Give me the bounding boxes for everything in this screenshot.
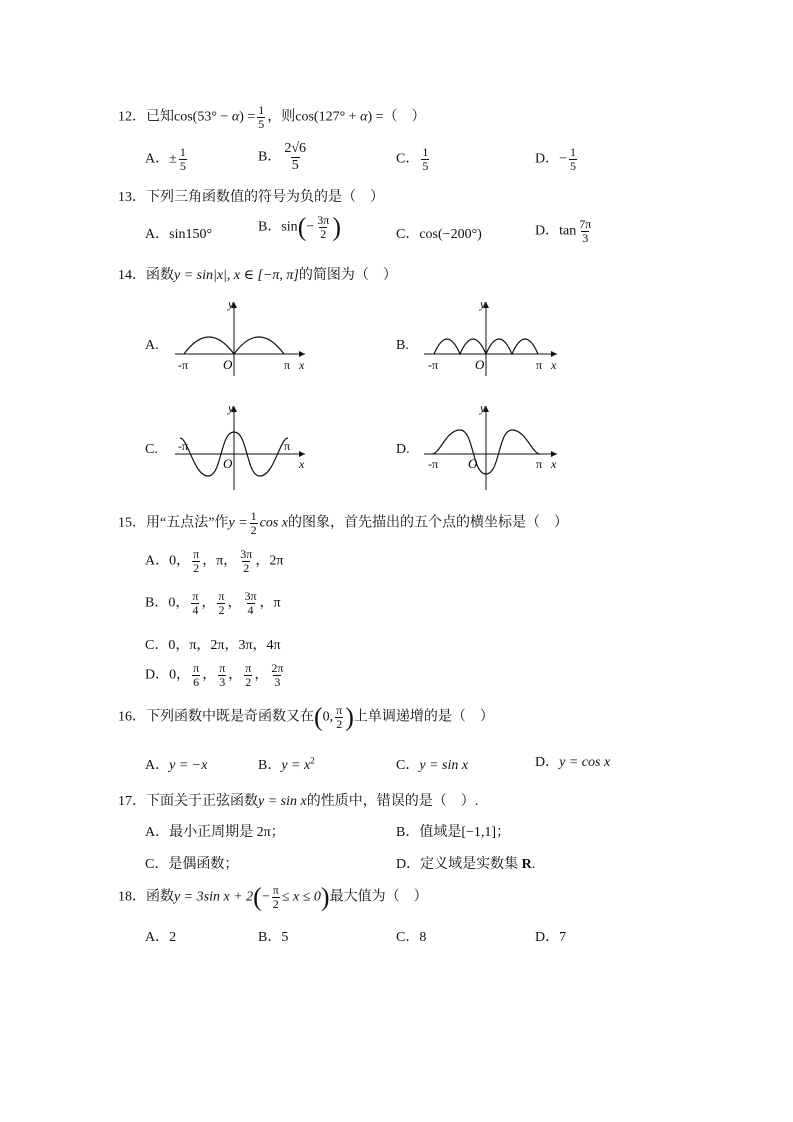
svg-text:x: x — [551, 457, 557, 471]
q15-stem: 15．用“五点法”作y = $\frac{1}{2}$ cos x的图象，首先描出的五个点的横坐标是（ ） — [118, 509, 568, 537]
svg-text:x: x — [299, 457, 305, 471]
q14-option-c-label[interactable]: C. — [145, 442, 158, 457]
q16-option-d[interactable]: D．y = cos x — [535, 755, 611, 770]
q16-option-a[interactable]: A．y = −x — [145, 758, 208, 773]
q16-option-c[interactable]: C．y = sin x — [396, 758, 469, 773]
svg-text:-π: -π — [428, 358, 439, 372]
q14-expression: y = sin|x|, x ∈ [−π, π] — [174, 268, 299, 283]
q13-option-d[interactable]: D．tan $\frac{7\pi}{3}$ — [535, 217, 592, 245]
q12-option-c[interactable]: C． $\frac{1}{5}$ — [396, 145, 429, 173]
q17-option-b[interactable]: B．值域是[−1,1]； — [396, 825, 511, 840]
q18-option-b[interactable]: B．5 — [258, 930, 289, 945]
q17-option-a[interactable]: A．最小正周期是 2π； — [145, 825, 285, 840]
q14-option-b-label[interactable]: B. — [396, 338, 409, 353]
q12-stem: 12．已知cos(53° − α) = $\frac{1}{5}$ ，则cos(127° + α) =（ ） — [118, 103, 426, 131]
graph-a-pi: π — [284, 358, 291, 372]
q16-stem: 16．下列函数中既是奇函数又在(0, $\frac{\pi}{2}$ )上单调递增的是（ ） — [118, 702, 494, 732]
q14-option-a-label[interactable]: A. — [145, 338, 159, 353]
q18-stem: 18．函数y = 3sin x + 2(− $\frac{\pi}{2}$ ≤ x ≤ 0)最大值为（ ） — [118, 882, 428, 912]
graph-d[interactable] — [422, 402, 562, 492]
q15-option-a[interactable]: A．0， $\frac{\pi}{2}$ ，π， $\frac{3\pi}{2}$ ，2π — [145, 547, 284, 575]
q13-stem: 13．下列三角函数值的符号为负的是（ ） — [118, 190, 384, 205]
q14-stem: 14．函数y = sin|x|, x ∈ [−π, π]的简图为（ ） — [118, 268, 397, 283]
q18-option-a[interactable]: A．2 — [145, 930, 177, 945]
svg-text:-π: -π — [178, 439, 189, 453]
graph-c[interactable] — [170, 402, 310, 492]
graph-a-x-label: x — [299, 358, 305, 372]
q12-label: 12．已知 — [118, 109, 174, 125]
q18-option-d[interactable]: D．7 — [535, 930, 567, 945]
q12-fraction: $\frac{1}{5}$ — [258, 103, 265, 131]
q12-option-b[interactable]: B． $\frac{2√6}{5}$ — [258, 141, 307, 173]
graph-a-origin: O — [223, 357, 233, 372]
svg-text:y: y — [480, 402, 486, 415]
q13-option-b[interactable]: B．sin(− $\frac{3\pi}{2}$ ) — [258, 212, 341, 242]
svg-text:O: O — [468, 456, 478, 471]
svg-text:y: y — [480, 298, 486, 311]
graph-a-y-label: y — [228, 298, 234, 311]
graph-a-neg-pi: -π — [178, 358, 189, 372]
graph-b[interactable] — [422, 298, 562, 378]
q17-option-c[interactable]: C．是偶函数； — [145, 857, 239, 872]
q17-stem: 17．下面关于正弦函数y = sin x的性质中，错误的是（ ）. — [118, 794, 479, 809]
q14-option-d-label[interactable]: D. — [396, 442, 410, 457]
graph-a[interactable] — [170, 298, 310, 378]
svg-text:y: y — [228, 402, 234, 415]
q17-option-d[interactable]: D．定义域是实数集 R. — [396, 857, 536, 872]
q15-option-c[interactable]: C．0，π，2π，3π，4π — [145, 638, 281, 653]
q13-option-c[interactable]: C．cos(−200°) — [396, 227, 482, 242]
svg-text:O: O — [223, 456, 233, 471]
q18-option-c[interactable]: C．8 — [396, 930, 427, 945]
svg-text:π: π — [536, 358, 543, 372]
svg-text:π: π — [284, 439, 291, 453]
svg-text:O: O — [475, 357, 485, 372]
svg-text:x: x — [551, 358, 557, 372]
q12-option-a[interactable]: A．± $\frac{1}{5}$ — [145, 145, 186, 173]
q15-option-d[interactable]: D．0， $\frac{\pi}{6}$ ， $\frac{\pi}{3}$ ， $\frac{\pi}{2}$ ， $\frac{2\pi}{3}$ — [145, 661, 284, 689]
q13-option-a[interactable]: A．sin150° — [145, 227, 213, 242]
q15-option-b[interactable]: B．0， $\frac{\pi}{4}$ ， $\frac{\pi}{2}$ ， $\frac{3\pi}{4}$ ，π — [145, 589, 281, 617]
svg-text:π: π — [536, 457, 543, 471]
q16-option-b[interactable]: B．$y = x^2$ — [258, 755, 315, 773]
q12-option-d[interactable]: D．− $\frac{1}{5}$ — [535, 145, 577, 173]
svg-text:-π: -π — [428, 457, 439, 471]
